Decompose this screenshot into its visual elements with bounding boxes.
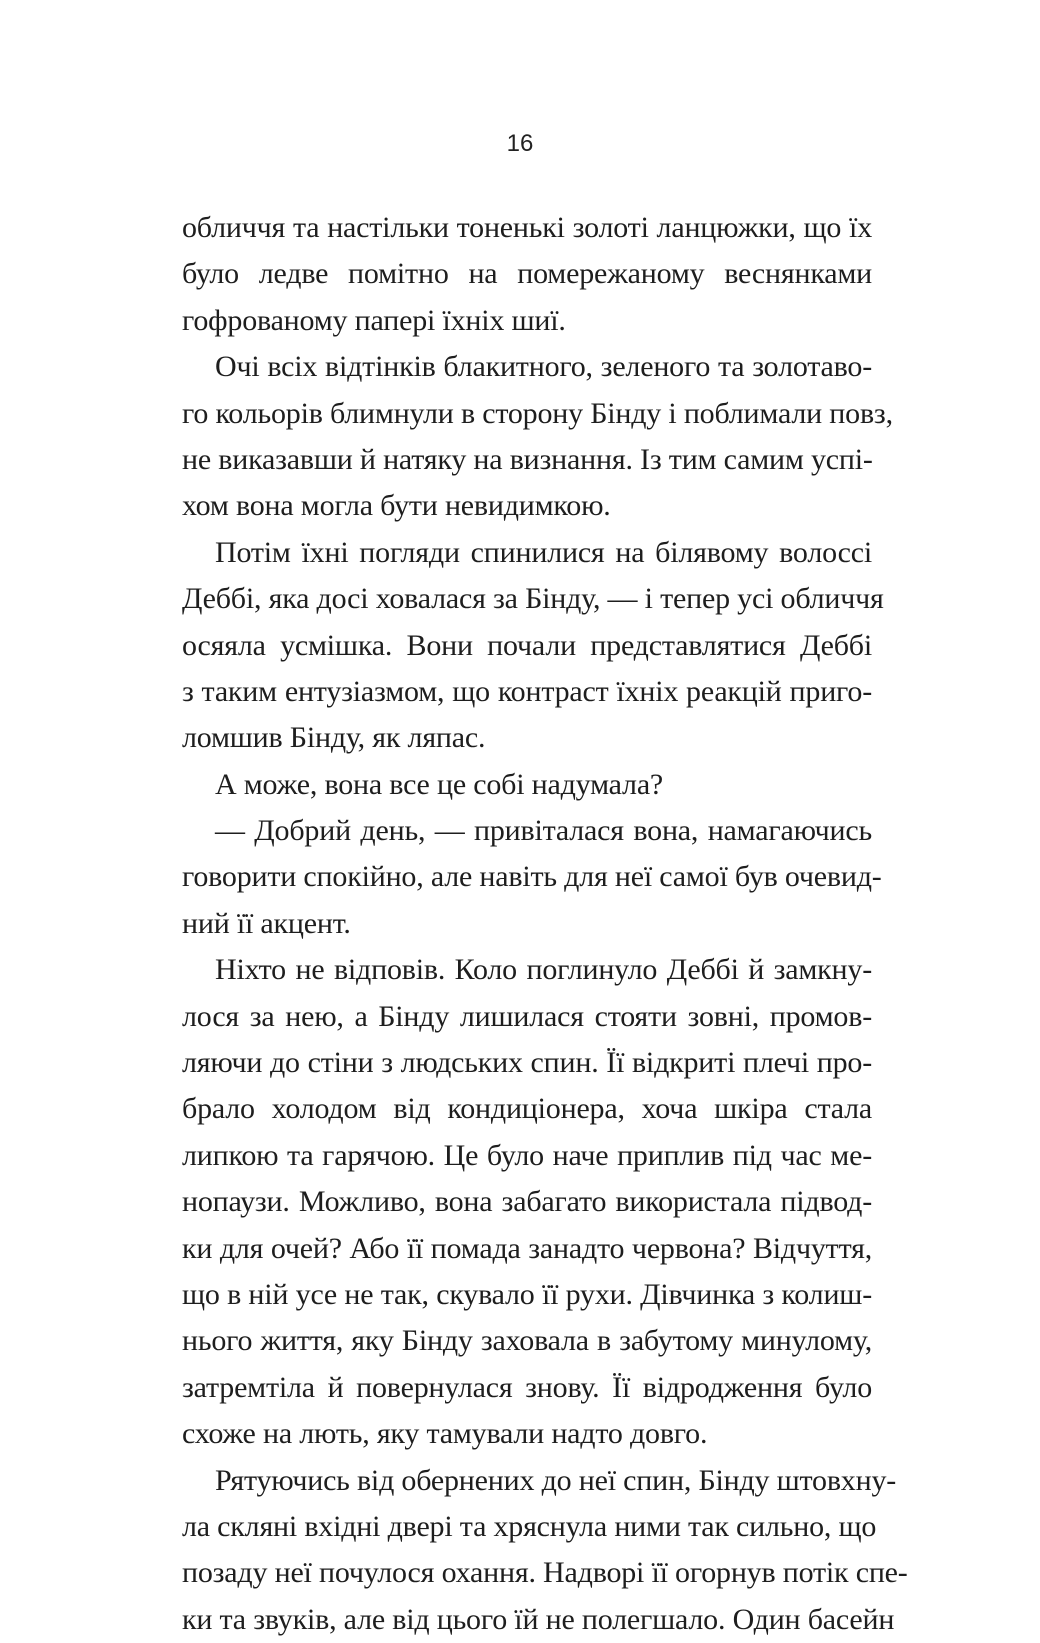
text-line: нього життя, яку Бінду заховала в забутому минулому, bbox=[182, 1324, 872, 1358]
text-line: — Добрий день, — привіталася вона, намагаючись bbox=[215, 814, 872, 848]
text-line: Ніхто не відповів. Коло поглинуло Деббі й замкну- bbox=[215, 953, 872, 987]
text-line: Очі всіх відтінків блакитного, зеленого та золотаво- bbox=[215, 350, 872, 384]
text-line: хом вона могла бути невидимкою. bbox=[182, 489, 611, 523]
text-line: ки та звуків, але від цього їй не полегшало. Один басейн bbox=[182, 1602, 895, 1636]
text-line: позаду неї почулося охання. Надворі її огорнув потік спе- bbox=[182, 1556, 908, 1590]
text-line: з таким ентузіазмом, що контраст їхніх реакцій приго- bbox=[182, 674, 872, 708]
text-line: схоже на лють, яку тамували надто довго. bbox=[182, 1417, 708, 1451]
text-line: нопаузи. Можливо, вона забагато використала підвод- bbox=[182, 1185, 872, 1219]
text-line: затремтіла й повернулася знову. Її відродження було bbox=[182, 1370, 872, 1404]
text-line: ки для очей? Або її помада занадто червона? Відчуття, bbox=[182, 1231, 872, 1265]
text-line: було ледве помітно на помережаному веснянками bbox=[182, 257, 872, 291]
text-line: брало холодом від кондиціонера, хоча шкіра стала bbox=[182, 1092, 872, 1126]
text-line: ломшив Бінду, як ляпас. bbox=[182, 721, 486, 755]
text-line: гофрованому папері їхніх шиї. bbox=[182, 303, 566, 337]
page-number: 16 bbox=[506, 130, 534, 157]
text-line: говорити спокійно, але навіть для неї самої був очевид- bbox=[182, 860, 882, 894]
body-text bbox=[182, 205, 908, 1643]
text-line: лося за нею, а Бінду лишилася стояти зовні, промов- bbox=[182, 999, 872, 1033]
text-line: липкою та гарячою. Це було наче приплив під час ме- bbox=[182, 1138, 872, 1172]
text-line: ляючи до стіни з людських спин. Її відкриті плечі про- bbox=[182, 1046, 872, 1080]
text-line: А може, вона все це собі надумала? bbox=[215, 767, 664, 801]
text-line: що в ній усе не так, скувало її рухи. Дівчинка з колиш- bbox=[182, 1277, 872, 1311]
text-line: Потім їхні погляди спинилися на білявому волоссі bbox=[215, 535, 872, 569]
text-line: ла скляні вхідні двері та хряснула ними так сильно, що bbox=[182, 1509, 877, 1543]
text-line: Деббі, яка досі ховалася за Бінду, — і тепер усі обличчя bbox=[182, 582, 884, 616]
text-line: обличчя та настільки тоненькі золоті ланцюжки, що їх bbox=[182, 211, 872, 244]
text-line: осяяла усмішка. Вони почали представлятися Деббі bbox=[182, 628, 872, 662]
text-line: ний її акцент. bbox=[182, 906, 351, 940]
text-line: Рятуючись від обернених до неї спин, Бінду штовхну- bbox=[215, 1463, 897, 1497]
text-line: не виказавши й натяку на визнання. Із тим самим успі- bbox=[182, 442, 873, 476]
text-line: го кольорів блимнули в сторону Бінду і поблимали повз, bbox=[182, 396, 893, 430]
